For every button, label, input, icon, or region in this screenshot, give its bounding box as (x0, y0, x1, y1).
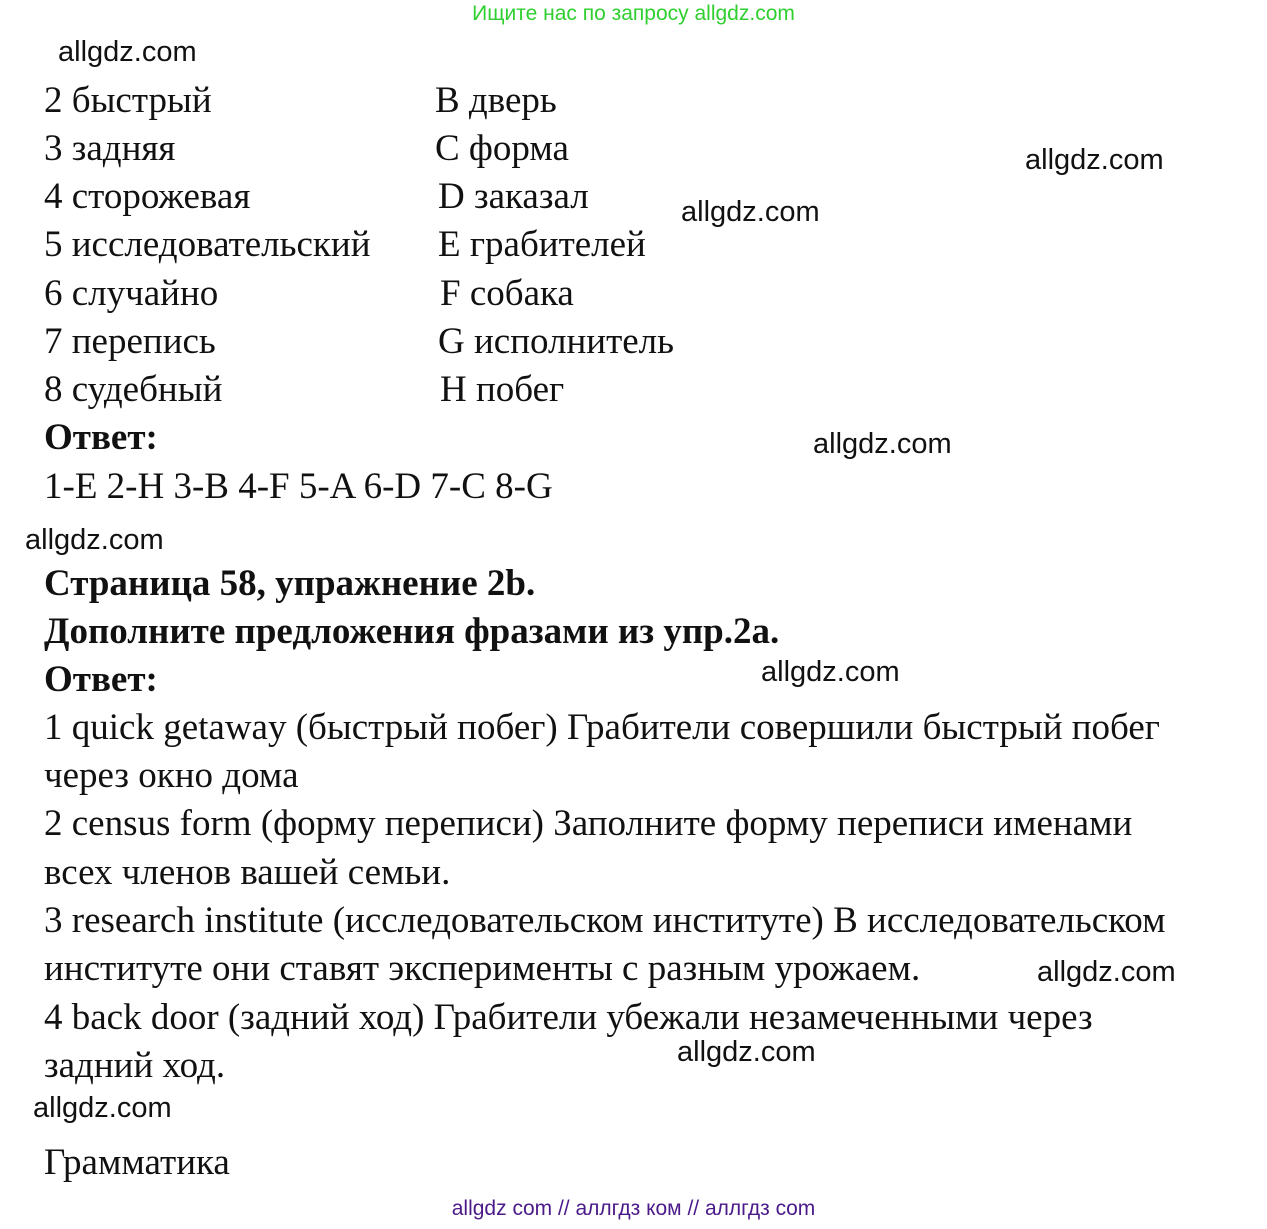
watermark: allgdz.com (1037, 956, 1176, 988)
watermark: allgdz.com (677, 1036, 816, 1068)
watermark: allgdz.com (681, 196, 820, 228)
match-right-item: E грабителей (438, 224, 646, 265)
bottom-banner: allgdz com // аллгдз ком // аллгдз com (451, 1197, 816, 1220)
match-left-item: 5 исследовательский (44, 224, 371, 265)
match-right-item: D заказал (438, 176, 589, 217)
match-right-item: B дверь (435, 80, 557, 121)
exercise-instruction: Дополните предложения фразами из упр.2а. (44, 611, 780, 652)
watermark: allgdz.com (33, 1092, 172, 1124)
watermark: allgdz.com (813, 428, 952, 460)
match-left-item: 7 перепись (44, 321, 216, 362)
watermark: allgdz.com (1025, 144, 1164, 176)
answer-line: 1 quick getaway (быстрый побег) Грабители совершили быстрый побег (44, 707, 1160, 748)
watermark: allgdz.com (761, 656, 900, 688)
answer-label: Ответ: (44, 417, 158, 458)
exercise-title: Страница 58, упражнение 2b. (44, 563, 536, 604)
match-left-item: 6 случайно (44, 273, 219, 314)
match-right-item: H побег (440, 369, 565, 410)
watermark: allgdz.com (58, 36, 197, 68)
answer-line: 4 back door (задний ход) Грабители убежали незамеченными через (44, 997, 1093, 1038)
answer-line: институте они ставят эксперименты с разным урожаем. (44, 948, 921, 989)
answer-line: через окно дома (44, 755, 299, 796)
answer-line: задний ход. (44, 1045, 226, 1086)
answer-line: 3 research institute (исследовательском институте) В исследовательском (44, 900, 1166, 941)
answer-line: всех членов вашей семьи. (44, 852, 451, 893)
match-left-item: 3 задняя (44, 128, 176, 169)
match-right-item: G исполнитель (438, 321, 675, 362)
match-left-item: 4 сторожевая (44, 176, 251, 217)
match-left-item: 8 судебный (44, 369, 223, 410)
match-right-item: C форма (435, 128, 569, 169)
match-right-item: F собака (440, 273, 574, 314)
top-banner: Ищите нас по запросу allgdz.com (472, 2, 795, 25)
answer-label: Ответ: (44, 659, 158, 700)
section-heading: Грамматика (44, 1142, 230, 1183)
answer-line: 2 census form (форму переписи) Заполните форму переписи именами (44, 803, 1133, 844)
answer-text: 1-E 2-H 3-B 4-F 5-A 6-D 7-C 8-G (44, 466, 553, 507)
watermark: allgdz.com (25, 524, 164, 556)
match-left-item: 2 быстрый (44, 80, 212, 121)
